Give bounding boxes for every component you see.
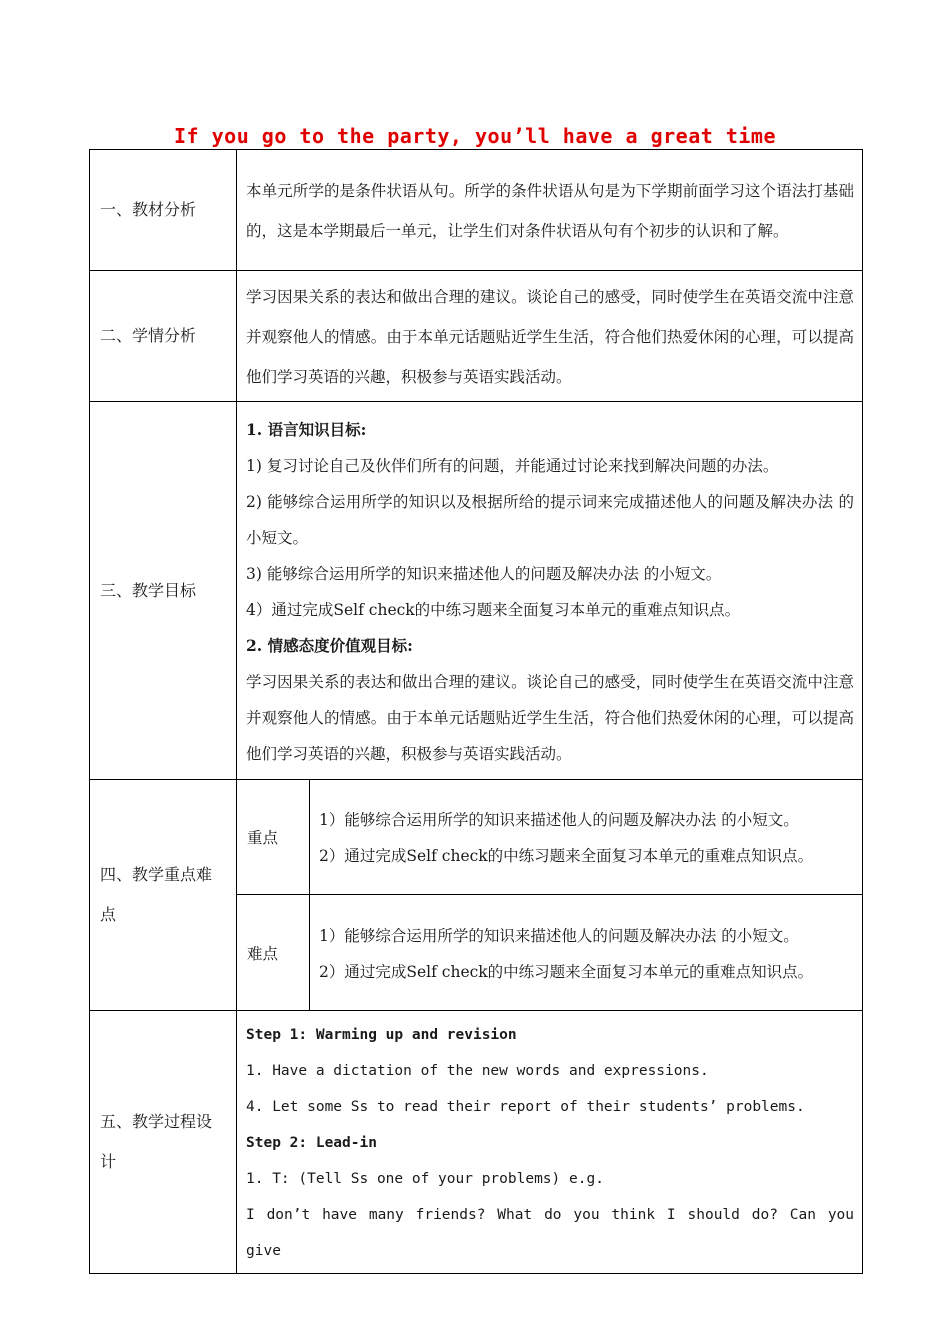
objective-item: 3) 能够综合运用所学的知识来描述他人的问题及解决办法 的小短文。 [246,564,722,583]
section-label: 一、教材分析 [90,150,237,271]
subsection-content [310,895,863,1011]
step-heading: Step 2: Lead-in [246,1135,377,1151]
subsection-label: 重点 [237,780,310,895]
objective-item: 2) 能够综合运用所学的知识以及根据所给的提示词来完成描述他人的问题及解决办法 的小短文。 [246,492,855,547]
list-item: 1）能够综合运用所学的知识来描述他人的问题及解决办法 的小短文。 [319,926,799,945]
section-label: 五、教学过程设计 [90,1011,237,1274]
document-title: If you go to the party, you’ll have a great time [174,124,776,148]
list-item: 1）能够综合运用所学的知识来描述他人的问题及解决办法 的小短文。 [319,811,799,829]
paragraph: 本单元所学的是条件状语从句。所学的条件状语从句是为下学期前面学习这个语法打基础的，这是本学期最后一单元，让学生们对条件状语从句有个初步的认识和了解。 [246,182,855,240]
subsection-content [310,780,863,895]
objective-item: 1) 复习讨论自己及伙伴们所有的问题，并能通过讨论来找到解决问题的办法。 [246,456,779,475]
lesson-plan-table [89,149,863,1274]
section-label: 四、教学重点难点 [90,780,237,1011]
step-line: 1. T: (Tell Ss one of your problems) e.g. [246,1171,604,1187]
subsection-label: 难点 [237,895,310,1011]
objective-heading: 1. 语言知识目标: [246,419,367,439]
section-content [237,150,863,271]
step-line: I don’t have many friends? What do you think I should do? Can you give [246,1207,855,1259]
section-row-key-points [90,780,863,895]
section-row-teaching-objectives [90,402,863,780]
step-line: 1. Have a dictation of the new words and expressions. [246,1063,709,1079]
list-item: 2）通过完成Self check的中练习题来全面复习本单元的重难点知识点。 [319,962,814,981]
paragraph: 学习因果关系的表达和做出合理的建议。谈论自己的感受，同时使学生在英语交流中注意并观察他人的情感。由于本单元话题贴近学生生活，符合他们热爱休闲的心理，可以提高他们学习英语的兴趣，积极参与英语实践活动。 [246,288,855,386]
section-content [237,1011,863,1274]
step-heading: Step 1: Warming up and revision [246,1027,517,1043]
objective-heading: 2. 情感态度价值观目标: [246,635,413,655]
section-row-student-analysis [90,271,863,402]
list-item: 2）通过完成Self check的中练习题来全面复习本单元的重难点知识点。 [319,847,814,865]
section-content [237,271,863,402]
objective-item: 4）通过完成Self check的中练习题来全面复习本单元的重难点知识点。 [246,600,741,619]
section-row-textbook-analysis [90,150,863,271]
section-content [237,402,863,780]
section-label: 三、教学目标 [90,402,237,780]
section-label: 二、学情分析 [90,271,237,402]
section-row-teaching-process [90,1011,863,1274]
paragraph: 学习因果关系的表达和做出合理的建议。谈论自己的感受，同时使学生在英语交流中注意并观察他人的情感。由于本单元话题贴近学生生活，符合他们热爱休闲的心理，可以提高他们学习英语的兴趣，积极参与英语实践活动。 [246,672,855,763]
step-line: 4. Let some Ss to read their report of their students’ problems. [246,1099,805,1115]
